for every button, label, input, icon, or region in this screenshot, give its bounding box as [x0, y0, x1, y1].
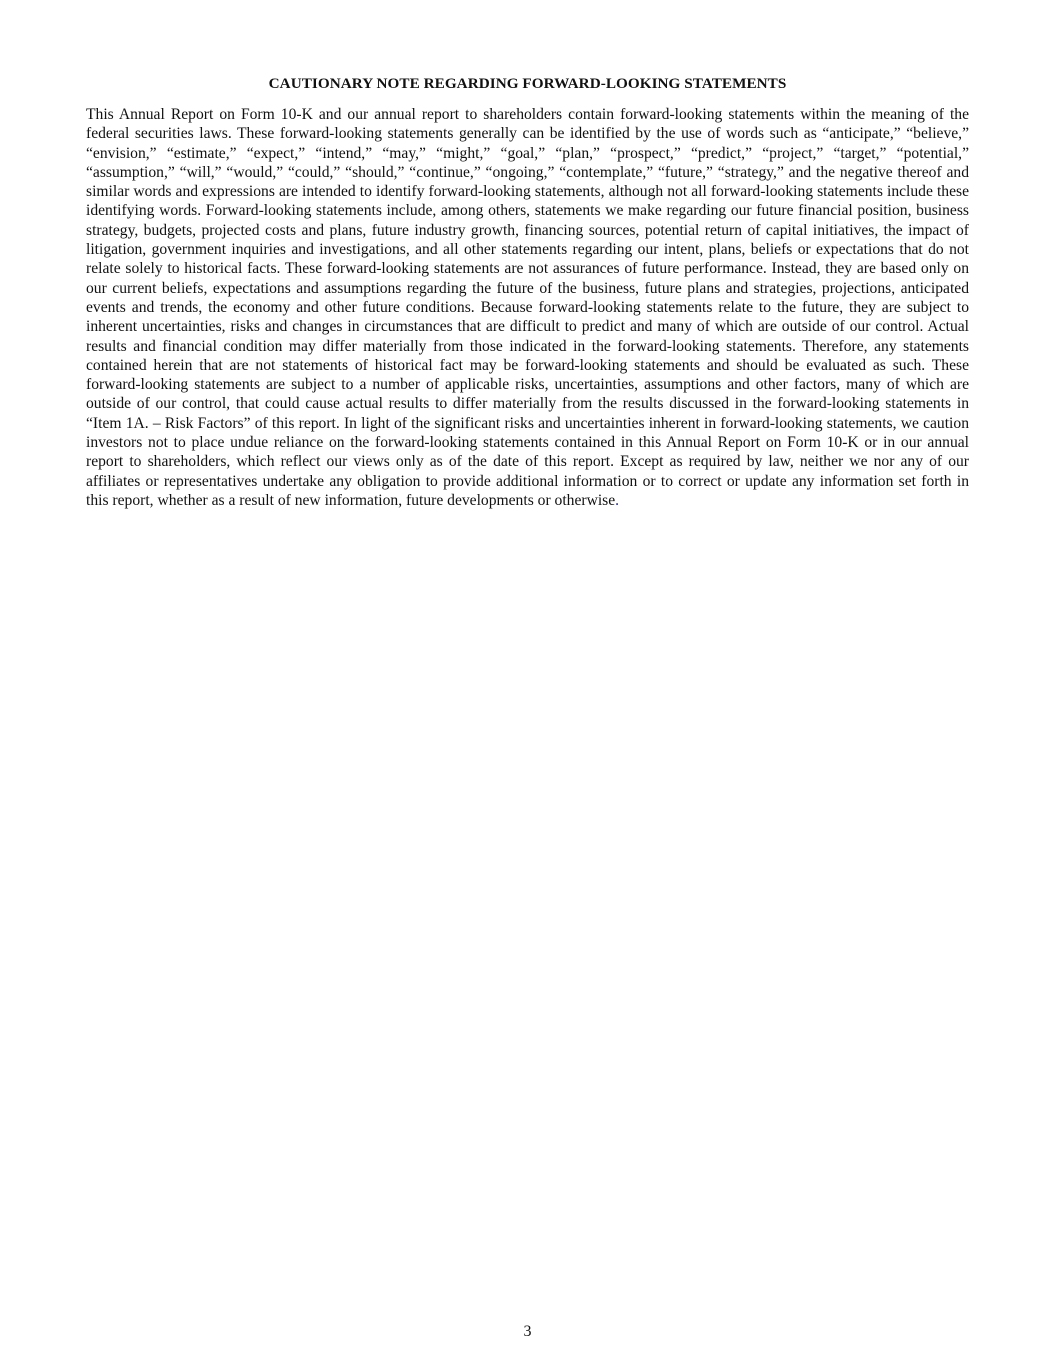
cautionary-paragraph	[86, 105, 969, 510]
paragraph-text: This Annual Report on Form 10-K and our annual report to shareholders contain forward-looking statements within the meaning of the federal securities laws. These forward-looking statements generally can be identified by the use of words such as “anticipate,” “believe,” “envision,” “estimate,” “expect,” “intend,” “may,” “might,” “goal,” “plan,” “prospect,” “predict,” “project,” “target,” “potential,” “assumption,” “will,” “would,” “could,” “should,” “continue,” “ongoing,” “contemplate,” “future,” “strategy,” and the negative thereof and similar words and expressions are intended to identify forward-looking statements, although not all forward-looking statements include these identifying words. Forward-looking statements include, among others, statements we make regarding our future financial position, business strategy, budgets, projected costs and plans, future industry growth, financing sources, potential return of capital initiatives, the impact of litigation, government inquiries and investigations, and all other statements regarding our intent, plans, beliefs or expectations that do not relate solely to historical facts. These forward-looking statements are not assurances of future performance. Instead, they are based only on our current beliefs, expectations and assumptions regarding the future of the business, future plans and strategies, projections, anticipated events and trends, the economy and other future conditions. Because forward-looking statements relate to the future, they are subject to inherent uncertainties, risks and changes in circumstances that are difficult to predict and many of which are outside of our control. Actual results and financial condition may differ materially from those indicated in the forward-looking statements. Therefore, any statements contained herein that are not statements of historical fact may be forward-looking statements and should be evaluated as such. These forward-looking statements are subject to a number of applicable risks, uncertainties, assumptions and other factors, many of which are outside of our control, that could cause actual results to differ materially from the results discussed in the forward-looking statements in “Item 1A. – Risk Factors” of this report. In light of the significant risks and uncertainties inherent in forward-looking statements, we caution investors not to place undue reliance on the forward-looking statements contained in this Annual Report on Form 10-K or in our annual report to shareholders, which reflect our views only as of the date of this report. Except as required by law, neither we nor any of our affiliates or representatives undertake any obligation to provide additional information or to correct or update any information set forth in this report, whether as a result of new information, future developments or otherwise	[86, 106, 969, 509]
paragraph-final-period: .	[615, 491, 620, 509]
page-number: 3	[523, 1323, 532, 1340]
section-title: CAUTIONARY NOTE REGARDING FORWARD-LOOKING STATEMENTS	[268, 75, 787, 92]
